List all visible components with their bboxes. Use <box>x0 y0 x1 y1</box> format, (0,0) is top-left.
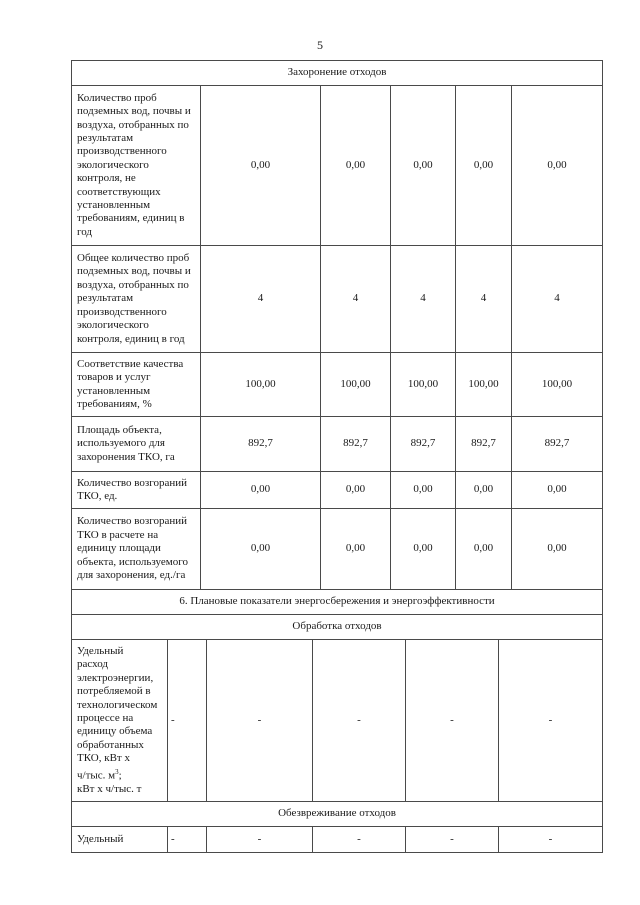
table-row <box>72 827 603 853</box>
section-title: 6. Плановые показатели энергосбережения и энергоэффективности <box>72 590 603 615</box>
value-cell: 892,7 <box>456 417 512 472</box>
value-cell: 4 <box>512 246 603 353</box>
label-line: обработанных <box>77 738 144 751</box>
value-cell: - <box>313 827 406 853</box>
value-cell: - <box>499 640 603 802</box>
label-line: единицу объема <box>77 725 153 738</box>
value-cell: - <box>499 827 603 853</box>
value-cell: 4 <box>201 246 321 353</box>
table-row <box>72 86 603 246</box>
value-cell: 0,00 <box>321 86 391 246</box>
label-line: Удельный <box>77 644 124 657</box>
row-label: Удельный <box>72 827 168 853</box>
table-row <box>72 417 603 472</box>
label-line: расход <box>77 658 108 671</box>
row-label: Площадь объекта, используемого для захоронения ТКО, га <box>72 417 201 472</box>
label-line: ТКО, кВт х <box>77 752 130 765</box>
row-label <box>72 640 168 802</box>
label-line: ч/тыс. м <box>77 769 116 782</box>
value-cell: 0,00 <box>321 509 391 590</box>
value-cell: 0,00 <box>391 472 456 509</box>
row-label: Соответствие качества товаров и услуг установленным требованиям, % <box>72 353 201 417</box>
value-cell: 892,7 <box>391 417 456 472</box>
value-cell: 4 <box>391 246 456 353</box>
value-cell: 0,00 <box>391 86 456 246</box>
energy-efficiency-table <box>71 589 603 853</box>
row-label: Количество проб подземных вод, почвы и воздуха, отобранных по результатам производственного экологического контроля, не соответствующих установленным требованиям, единиц в год <box>72 86 201 246</box>
value-cell: - <box>207 640 313 802</box>
table-row <box>72 509 603 590</box>
value-cell: 892,7 <box>512 417 603 472</box>
value-cell: 892,7 <box>201 417 321 472</box>
value-cell: 100,00 <box>512 353 603 417</box>
page-number: 5 <box>317 38 323 52</box>
label-line: электроэнергии, <box>77 671 154 684</box>
value-cell: 100,00 <box>391 353 456 417</box>
value-cell: 0,00 <box>512 472 603 509</box>
value-cell: - <box>168 640 207 802</box>
value-cell: 0,00 <box>201 472 321 509</box>
label-line: процессе на <box>77 711 134 724</box>
subsection-header-neutralization: Обезвреживание отходов <box>72 802 603 827</box>
value-cell: - <box>168 827 207 853</box>
section-header: Захоронение отходов <box>72 61 603 86</box>
value-cell: 4 <box>456 246 512 353</box>
value-cell: - <box>313 640 406 802</box>
table-row <box>72 353 603 417</box>
value-cell: 4 <box>321 246 391 353</box>
value-cell: 0,00 <box>512 509 603 590</box>
value-cell: 892,7 <box>321 417 391 472</box>
table-row <box>72 246 603 353</box>
value-cell: 0,00 <box>201 86 321 246</box>
waste-disposal-table <box>71 60 603 590</box>
value-cell: 0,00 <box>456 86 512 246</box>
value-cell: 100,00 <box>201 353 321 417</box>
row-label: Общее количество проб подземных вод, почвы и воздуха, отобранных по результатам производственного экологического контроля, единиц в год <box>72 246 201 353</box>
value-cell: 100,00 <box>321 353 391 417</box>
row-label: Количество возгораний ТКО в расчете на единицу площади объекта, используемого для захоронения, ед./га <box>72 509 201 590</box>
value-cell: 0,00 <box>456 472 512 509</box>
row-label: Количество возгораний ТКО, ед. <box>72 472 201 509</box>
value-cell: 0,00 <box>321 472 391 509</box>
value-cell: 0,00 <box>391 509 456 590</box>
value-cell: 100,00 <box>456 353 512 417</box>
unit-suffix: ; <box>118 769 122 782</box>
subsection-header-processing: Обработка отходов <box>72 615 603 640</box>
label-line: технологическом <box>77 698 158 711</box>
value-cell: - <box>207 827 313 853</box>
label-line: потребляемой в <box>77 685 151 698</box>
superscript: 3 <box>115 767 119 776</box>
value-cell: - <box>406 640 499 802</box>
value-cell: 0,00 <box>456 509 512 590</box>
value-cell: - <box>406 827 499 853</box>
table-row <box>72 472 603 509</box>
table-row <box>72 640 603 802</box>
value-cell: 0,00 <box>512 86 603 246</box>
label-line: кВт х ч/тыс. т <box>77 782 142 795</box>
value-cell: 0,00 <box>201 509 321 590</box>
